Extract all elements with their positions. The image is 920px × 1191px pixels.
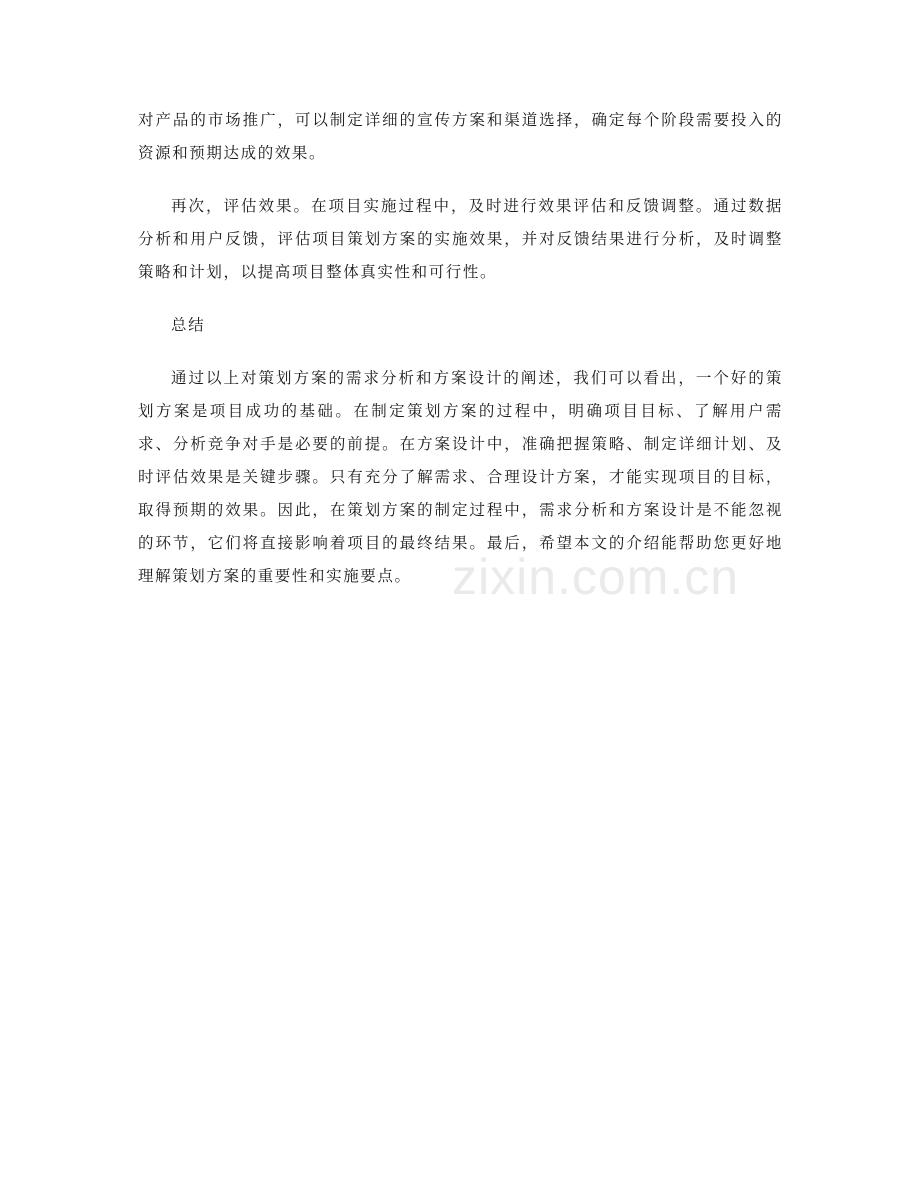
document-body <box>138 104 783 593</box>
paragraph-evaluate-effect: 再次，评估效果。在项目实施过程中，及时进行效果评估和反馈调整。通过数据分析和用户反馈，评估项目策划方案的实施效果，并对反馈结果进行分析，及时调整策略和计划，以提高项目整体真实性和可行性。 <box>138 197 783 281</box>
watermark-text: zixin.com.cn <box>452 549 740 605</box>
paragraph-summary: 通过以上对策划方案的需求分析和方案设计的阐述，我们可以看出，一个好的策划方案是项目成功的基础。在制定策划方案的过程中，明确项目目标、了解用户需求、分析竞争对手是必要的前提。在方案设计中，准确把握策略、制定详细计划、及时评估效果是关键步骤。只有充分了解需求、合理设计方案，才能实现项目的目标，取得预期的效果。因此，在策划方案的制定过程中，需求分析和方案设计是不能忽视的环节，它们将直接影响着项目的最终结果。最后，希望本文的介绍能帮助您更好地理解策划方案的重要性和实施要点。 <box>138 369 783 585</box>
section-heading-summary: 总结 <box>171 316 206 334</box>
paragraph-spacer <box>138 170 783 190</box>
paragraph-promotion: 对产品的市场推广，可以制定详细的宣传方案和渠道选择，确定每个阶段需要投入的资源和预期达成的效果。 <box>138 111 783 162</box>
paragraph-spacer <box>138 289 783 309</box>
paragraph-spacer <box>138 342 783 362</box>
